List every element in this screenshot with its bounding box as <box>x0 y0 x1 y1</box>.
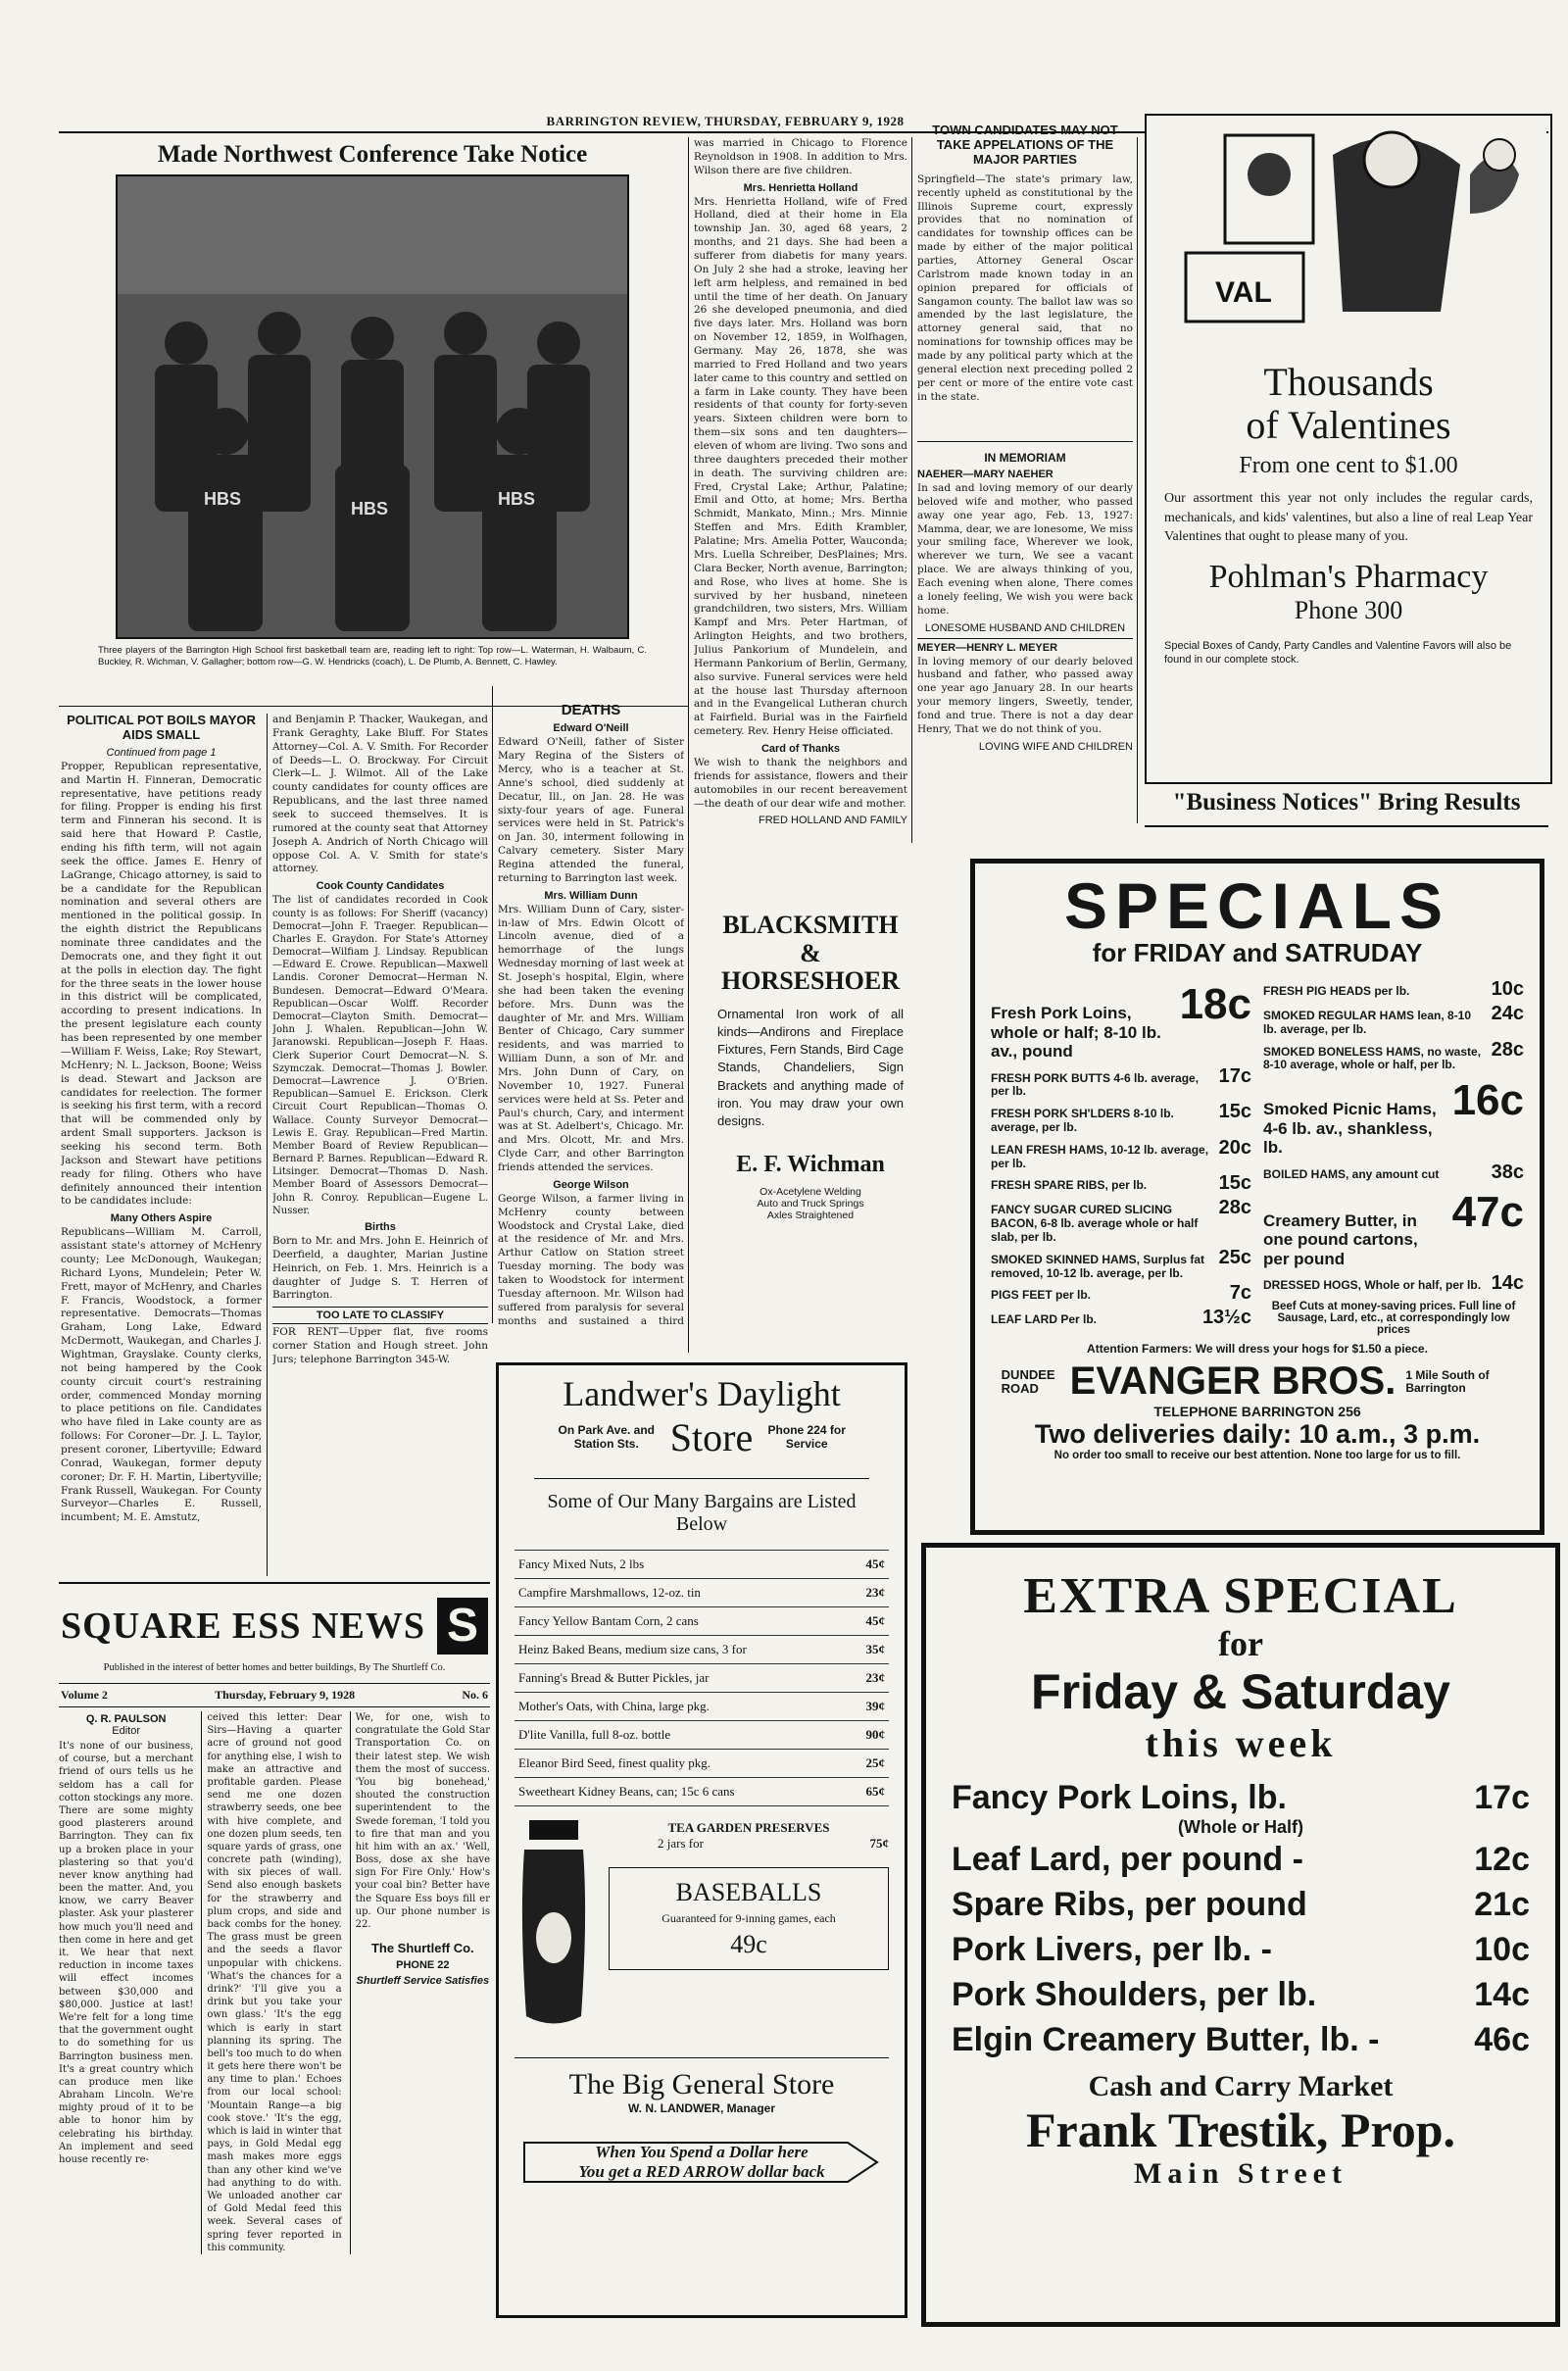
politics-col2-body: and Benjamin P. Thacker, Waukegan, and Frank Geraghty, Lake Bluff. For States Attorney—Col. A. V. Smith. For Recorder of Deeds—L. O. Brockway. For Circuit Clerk—L. J. Wilmot. All of the Lake county candidates for county offices are Republicans, and the last three named seek to succeed themselves. It is rumored at the county seat that Attorney Joseph A. Andrich of North Chicago will oppose Col. A. V. Smith for state's attorney. <box>272 714 488 875</box>
deaths-body-1: Edward O'Neill, father of Sister Mary Regina of the Sisters of Mercy, who is a teacher at St. Anne's school, died suddenly at Decatur, Ill., on Jan. 28. He was sixty-four years of age. Funeral services were held in St. Patrick's on Jan. 30, interment following in Calvary cemetery. Sister Mary Regina attended the funeral, returning to Barrington last week. <box>498 736 684 884</box>
specials-subtitle: for FRIDAY and SATRUDAY <box>1092 938 1423 967</box>
bargain-price: 45¢ <box>865 1612 885 1628</box>
photo-headline: Made Northwest Conference Take Notice <box>157 141 588 168</box>
extra-item-name: Elgin Creamery Butter, lb. - <box>952 2020 1380 2058</box>
valentine-price: From one cent to $1.00 <box>1239 453 1458 478</box>
politics-body: Propper, Republican representative, and Martin H. Finneran, Democratic representative, have petitions ready for filing. Propper is ending his first term and Finneran his second. It is said here that Howard P. Castle, ending his fifth term, will not again seek the office. James E. Henry of LaGrange, Chicago attorney, is said to be a candidate for the Republican nomination and several others are mentioned in the political gossip. In the eighth district the Republicans nominate three candidates and the Democrats one, and they fight it out at the polls in election day. The fight for the three seats in the lower house in this district will be complicated, according to present indications. In the present legislature each county has been represented by one member—William F. Weiss, Lake; Roy Stewart, McHenry; N. L. Jackson, Boone; Weiss is dead. Stewart and Jackson are candidates for reelection. The former is seeking his first term, with a record that will be commended only by ardent Small supporters. Jackson is seeking his second term. Both Jackson and Stewart have petitions ready for filing. Others who have definitely announced their intention to be candidates include: <box>61 760 262 1208</box>
special-item-price: 10c <box>1491 978 1524 1000</box>
special-item-name: FANCY SUGAR CURED SLICING BACON, 6-8 lb. average whole or half slab, per lb. <box>991 1203 1199 1245</box>
extra-item-note: (Whole or Half) <box>1178 1816 1303 1837</box>
thanks-body: We wish to thank the neighbors and friends for assistance, flowers and their automobiles in our recent bereavement—the death of our dear wife and mother. <box>694 756 907 810</box>
bargain-name: Heinz Baked Beans, medium size cans, 3 for <box>518 1641 747 1656</box>
business-notices-banner: "Business Notices" Bring Results <box>1172 789 1521 815</box>
special-item <box>1263 978 1524 1001</box>
bargain-name: Eleanor Bird Seed, finest quality pkg. <box>518 1754 711 1770</box>
baseballs-title: BASEBALLS <box>675 1877 822 1906</box>
births-body: Born to Mr. and Mrs. John E. Heinrich of Deerfield, a daughter, Marian Justine Heinrich, on Feb. 1. Mrs. Heinrich is a daughter of Judge S. T. Herren of Barrington. <box>272 1235 488 1302</box>
special-item-name: FRESH PIG HEADS per lb. <box>1263 984 1410 998</box>
square-ess-company: The Shurtleff Co. <box>370 1941 474 1956</box>
special-item-price: 14c <box>1491 1272 1524 1295</box>
landwer-title: Landwer's Daylight <box>563 1374 841 1413</box>
special-item <box>1263 1272 1524 1295</box>
bargain-row <box>514 1636 889 1664</box>
square-ess-col-3: We, for one, wish to congratulate the Gold Star Transportation Co. on their latest step. We wish them the most of success. 'You big bonehead,' shouted the construction superintendent to the Swede foreman, 'I told you to fire that man and you hit him with an ax.' 'Well, Boss, dose ax she have sign For Fire Only.' How's your coal bin? Better have the Square Ess boys fill er up. Our phone number is 22. <box>355 1712 490 1930</box>
special-item-price: 15c <box>1218 1101 1251 1123</box>
special-item-name: SMOKED BONELESS HAMS, no waste, 8-10 average, whole or half, per lb. <box>1263 1044 1482 1072</box>
extra-item <box>952 1928 1530 1973</box>
thanks-signature: FRED HOLLAND AND FAMILY <box>759 815 907 827</box>
red-arrow-slogan <box>514 2133 889 2182</box>
square-ess-title: SQUARE ESS NEWS <box>61 1605 425 1647</box>
special-item <box>1263 1161 1524 1184</box>
square-ess-volume: Volume 2 <box>61 1688 108 1702</box>
special-item-price: 28c <box>1491 1038 1524 1061</box>
deaths-headline: DEATHS <box>561 702 621 718</box>
special-item-price: 24c <box>1491 1003 1524 1024</box>
bargain-price: 23¢ <box>865 1669 885 1685</box>
bargain-row <box>514 1721 889 1750</box>
blacksmith-body: Ornamental Iron work of all kinds—Andirons and Fireplace Fixtures, Fern Stands, Bird Cage Stands, Chandeliers, Sign Brackets and anything made of iron. You may draw your own designs. <box>717 1006 904 1128</box>
memoriam-article <box>917 447 1133 819</box>
blacksmith-title-1: BLACKSMITH & <box>722 911 899 967</box>
valentine-title-1: Thousands <box>1263 360 1434 404</box>
extra-days: Friday & Saturday <box>1031 1663 1450 1719</box>
special-item-price: 16c <box>1451 1076 1524 1125</box>
extra-cash: Cash and Carry Market <box>1088 2070 1394 2103</box>
extra-item-name: Spare Ribs, per pound <box>952 1885 1307 1923</box>
special-item-price: 7c <box>1229 1282 1251 1305</box>
baseballs-desc: Guaranteed for 9-inning games, each <box>662 1910 836 1925</box>
bargain-row <box>514 1664 889 1693</box>
tea-preserves-heading: TEA GARDEN PRESERVES <box>667 1819 830 1835</box>
col-rule <box>911 137 912 843</box>
masthead: BARRINGTON REVIEW, THURSDAY, FEBRUARY 9, 1928 <box>546 114 905 128</box>
jersey-label: HBS <box>498 489 536 509</box>
special-item-name: LEAN FRESH HAMS, 10-12 lb. average, per lb. <box>991 1142 1209 1170</box>
extra-special-ad <box>921 1543 1560 2327</box>
bargain-row <box>514 1693 889 1721</box>
memoriam-body-1: In sad and loving memory of our dearly beloved wife and mother, who passed away one year ago, Feb. 13, 1927: Mamma, dear, we are lonesome, We miss your smiling face, Wherever we look, wherever we turn, We see a vacant place. We are always thinking of you, Each evening when alone, There comes a lonely feeling, We wish you were back home. <box>917 482 1133 617</box>
extra-item-price: 10c <box>1474 1930 1530 1968</box>
specials-deliveries: Two deliveries daily: 10 a.m., 3 p.m. <box>1034 1419 1481 1450</box>
special-item <box>1263 1003 1524 1037</box>
town-body: Springfield—The state's primary law, recently upheld as constitutional by the Illinois Supreme court, expressly provides that no nomination of candidates for township offices can be made by either of the major political parties, Attorney General Oscar Carlstrom made known today in an opinion prepared for officials of Sangamon county. The ballot law was so amended by the last legislature, the attorney general said, that no nominations for township offices may be made by any political party which at the general election next preceding polled 2 per cent or more of the entire vote cast in the state. <box>917 173 1133 403</box>
specials-title: SPECIALS <box>1063 869 1451 942</box>
cook-county-list: The list of candidates recorded in Cook county is as follows: For Sheriff (vacancy) Democrat—John F. Traeger. Republican—Charles E. Graydon. For State's Attorney Democrat—Wilfiam J. Lindsay. Republican—Edward E. Crowe. Republican—Maxwell Landis. Coroner Democrat—Herman N. Bundesen. Democrat—Edward O'Meara. Republican—Oscar Wolff. Recorder Democrat—Clayton Smith. Democrat—John J. Whalen. Republican—John W. Jaranowski. Republican—Joseph F. Haas. Clerk Superior Court Democrat—N. S. Szymczak. Democrat—Thomas J. Bowler. Democrat—Lawrence J. O'Brien. Republican—Samuel E. Erickson. Clerk Circuit Court Republican—Thomas O. Wallace. County Surveyor Democrat—Lewis E. Gray. Republican—Fred Martin. Member Board of Review Republican—Bernard P. Barnes. Republican—Edward R. Litsinger. Democrat—Thomas D. Nash. Member Board of Assessors Democrat—John R. Conroy. Republican—Eugene L. Nusser. <box>272 895 488 1216</box>
bargain-name: Fancy Yellow Bantam Corn, 2 cans <box>518 1612 699 1628</box>
pharmacy-phone: Phone 300 <box>1294 595 1403 624</box>
square-ess-number: No. 6 <box>462 1688 488 1702</box>
holland-lead: was married in Chicago to Florence Reynoldson in 1908. In addition to Mrs. Wilson there are five children. <box>694 137 907 176</box>
late-classify-heading: TOO LATE TO CLASSIFY <box>272 1307 488 1324</box>
extra-item-name: Fancy Pork Loins, lb. <box>952 1779 1287 1817</box>
special-item-price: 20c <box>1218 1136 1251 1159</box>
square-ess-news <box>59 1582 490 2346</box>
special-item-name: SMOKED SKINNED HAMS, Surplus fat removed, 10-12 lb. average, per lb. <box>991 1252 1205 1280</box>
deaths-article <box>498 702 684 1329</box>
square-ess-col-2: ceived this letter: Dear Sirs—Having a quarter acre of ground not good for anything else, I wish to make an attractive and profitable garden. Please send me one dozen strawberry seeds, one bee with hive complete, and one dozen plum seeds, ten square yards of grass, one concrete path (winding), with six pieces of wall. Send also enough baskets for the strawberry and plum crops, and side and back combs for the honey. The grass must be green and the seeds a flavor unpopular with chickens. 'What's the chances for a drink?' 'I'll give you a drink but you take your own glass.' 'It's the egg which is early in start planning its spring. The bell's too much to do when it gets here there won't be any time to plan.' Echoes from our local school: 'Mountain Range—a big cook stove.' 'It's the egg, which is laid in winter that pays, in Gold Medal egg mash makes more eggs than any other kind we've had anything to do with. We unloaded another car of Gold Medal feed this week. Several cases of spring fever reported in this community. <box>207 1712 342 2253</box>
extra-item-price: 46c <box>1474 2020 1530 2058</box>
holland-subhead: Mrs. Henrietta Holland <box>743 181 858 194</box>
special-item-price: 28c <box>1218 1197 1251 1219</box>
jersey-label: HBS <box>204 489 242 509</box>
special-item-price: 47c <box>1451 1187 1524 1236</box>
special-item-price: 15c <box>1218 1172 1251 1195</box>
tea-preserves-qty: 2 jars for <box>658 1835 704 1851</box>
extra-item-name: Leaf Lard, per pound - <box>952 1840 1303 1878</box>
special-item-price: 38c <box>1491 1161 1524 1183</box>
bargain-price: 25¢ <box>865 1754 885 1770</box>
blacksmith-tag-1: Ox-Acetylene Welding <box>760 1186 861 1199</box>
politics-continued-column <box>272 714 488 1576</box>
extra-for: for <box>1218 1624 1263 1663</box>
special-item-name: FRESH SPARE RIBS, per lb. <box>991 1178 1148 1193</box>
special-item <box>991 1197 1251 1244</box>
bargain-row <box>514 1750 889 1778</box>
bargain-name: Sweetheart Kidney Beans, can; 15c 6 cans <box>518 1783 735 1799</box>
special-item-name: Smoked Picnic Hams, 4-6 lb. av., shankless, lb. <box>1263 1100 1437 1158</box>
blacksmith-tag-3: Axles Straightened <box>766 1210 855 1222</box>
specials-ad <box>970 859 1544 1535</box>
special-item-name: FRESH PORK SH'LDERS 8-10 lb. average, per lb. <box>991 1107 1174 1135</box>
extra-item-price: 21c <box>1474 1885 1530 1923</box>
slogan-line-2: You get a RED ARROW dollar back <box>578 2161 825 2181</box>
specials-farmers: Attention Farmers: We will dress your hogs for $1.50 a piece. <box>1087 1342 1428 1357</box>
politics-continued: Continued from page 1 <box>106 746 217 759</box>
deaths-subhead-3: George Wilson <box>553 1178 629 1191</box>
special-item-name: Creamery Butter, in one pound cartons, per pound <box>1263 1210 1418 1268</box>
special-item-name: PIGS FEET per lb. <box>991 1288 1092 1303</box>
team-photo <box>116 174 629 639</box>
bargain-price: 23¢ <box>865 1584 885 1600</box>
square-ess-tag: Published in the interest of better homes and better buildings, By The Shurtleff Co. <box>103 1662 446 1673</box>
memoriam-subhead-1: NAEHER—MARY NAEHER <box>917 469 1054 480</box>
town-headline: TOWN CANDIDATES MAY NOT TAKE APPELATIONS OF THE MAJOR PARTIES <box>932 123 1118 167</box>
extra-item-price: 14c <box>1474 1975 1530 2013</box>
square-ess-col-1: It's none of our business, of course, but a merchant friend of ours tells us he seldom has a call for cotton stockings any more. There are some mighty good plasterers around Barrington. They can fix up a broken place in your plastering so that you'd never know anything had been the matter. And, you know, we carry Beaver plaster. Ask your plasterer how much you'll need and then come in here and get it. We hear that next reduction in income taxes will effect incomes between $30,000 and $80,000. Justice at last! We're felt for a long time that the government ought to do something for us Barrington business men. It's a great country which can produce men like Abraham Lincoln. We're mighty proud of it to be able to honor him by celebrating his birthday. An implement and seed house recently re- <box>59 1741 194 2165</box>
special-item <box>991 980 1251 1062</box>
extra-item <box>952 2018 1530 2063</box>
landwer-phone: Phone 224 for Service <box>767 1423 846 1452</box>
special-item-price: 13½c <box>1201 1307 1251 1329</box>
special-item <box>991 1137 1251 1171</box>
bargain-name: Fanning's Bread & Butter Pickles, jar <box>518 1669 710 1685</box>
extra-item-name: Pork Shoulders, per lb. <box>952 1975 1317 2013</box>
col-rule <box>1137 137 1138 823</box>
memoriam-subhead-2: MEYER—HENRY L. MEYER <box>917 638 1133 654</box>
bargain-row <box>514 1778 889 1806</box>
politics-body-2: Republicans—William M. Carroll, assistant state's attorney of McHenry county; Lee McDonough, Waukegan; Richard Lyons, Mundelein; Peter W. Frett, mayor of McHenry, and Charles F. Francis, Woodstock, a former representative. Democrats—Thomas Graham, Long Lake, Edward McDermott, Waukegan, and Charles J. Wightman, Grayslake. County clerks, not being hampered by the Cook county circuit court's restraining order, commenced Monday morning to place petitions on file. Candidates who have filed in Lake county are as follows: For Coroner—Dr. J. L. Taylor, present coroner, Libertyville; Edward Conrad, Waukegan, former deputy coroner; Dr. F. H. Martin, Libertyville; Frank Russell, Waukegan. For County Surveyor—Charles E. Russell, incumbent; M. E. Amstutz, <box>61 1226 262 1524</box>
specials-store-name: EVANGER BROS. <box>1069 1359 1396 1404</box>
special-item-name: Fresh Pork Loins, whole or half; 8-10 lb. av., pound <box>991 1004 1161 1062</box>
special-item-price: 17c <box>1218 1064 1251 1087</box>
special-item <box>991 1247 1251 1281</box>
blacksmith-tag-2: Auto and Truck Springs <box>757 1198 864 1210</box>
baseballs-price: 49c <box>730 1929 767 1958</box>
extra-item <box>952 1838 1530 1883</box>
extra-title: EXTRA SPECIAL <box>1023 1568 1458 1624</box>
holland-article <box>694 137 907 902</box>
preserves-jar-illustration <box>514 1820 593 2036</box>
team-photo-image <box>118 176 627 637</box>
special-item <box>991 1101 1251 1135</box>
town-article <box>917 123 1133 437</box>
special-item-name: FRESH PORK BUTTS 4-6 lb. average, per lb. <box>991 1070 1200 1099</box>
jersey-label: HBS <box>351 499 389 519</box>
specials-right-column <box>1263 976 1524 1336</box>
special-item-price: 25c <box>1218 1246 1251 1268</box>
valentine-title-2: of Valentines <box>1246 403 1451 447</box>
col-rule <box>267 714 268 1576</box>
col-rule <box>492 686 493 1323</box>
deaths-subhead-2: Mrs. William Dunn <box>544 889 638 902</box>
valentine-note: Special Boxes of Candy, Party Candles and Valentine Favors will also be found in our complete stock. <box>1164 639 1512 667</box>
births-heading: Births <box>365 1221 396 1233</box>
slogan-line-1: When You Spend a Dollar here <box>595 2142 808 2161</box>
cupid-illustration <box>1147 116 1546 361</box>
specials-left-column <box>991 976 1251 1336</box>
square-ess-date: Thursday, February 9, 1928 <box>215 1688 356 1702</box>
bargain-price: 39¢ <box>865 1698 885 1713</box>
baseballs-box <box>609 1867 889 1970</box>
bargain-price: 90¢ <box>865 1726 885 1742</box>
specials-telephone: TELEPHONE BARRINGTON 256 <box>1153 1404 1361 1420</box>
section-rule <box>1145 825 1548 827</box>
thanks-heading: Card of Thanks <box>760 742 841 755</box>
landwer-subtitle: Some of Our Many Bargains are Listed Below <box>534 1478 869 1536</box>
bargain-name: D'lite Vanilla, full 8-oz. bottle <box>518 1726 671 1742</box>
bargain-row <box>514 1607 889 1636</box>
beef-note: Beef Cuts at money-saving prices. Full line of Sausage, Lard, etc., at correspondingly low prices <box>1271 1301 1516 1337</box>
pharmacy-name: Pohlman's Pharmacy <box>1208 558 1489 595</box>
valentine-sign: VAL <box>1215 276 1272 309</box>
extra-owner: Frank Trestik, Prop. <box>1025 2102 1455 2158</box>
special-item-name: DRESSED HOGS, Whole or half, per lb. <box>1263 1278 1482 1293</box>
specials-location: 1 Mile South of Barrington <box>1405 1367 1490 1395</box>
square-ess-company-phone: PHONE 22 <box>396 1959 450 1972</box>
bargain-row <box>514 1579 889 1607</box>
landwer-store: Store <box>669 1414 754 1459</box>
tea-preserves-price: 75¢ <box>869 1835 889 1851</box>
politics-article <box>61 714 262 1576</box>
bargain-price: 45¢ <box>865 1556 885 1571</box>
special-item-name: LEAF LARD Per lb. <box>991 1312 1098 1327</box>
extra-item <box>952 1883 1530 1928</box>
memoriam-body-2: In loving memory of our dearly beloved husband and father, who passed away one year ago January 28. In our hearts your memory lingers, Sweetly, tender, fond and true. There is not a day dear Henry, That we do not think of you. <box>917 655 1133 735</box>
deaths-body-3: George Wilson, a farmer living in McHenry county between Woodstock and Crystal Lake, died at the residence of Mr. and Mrs. Arthur Catlow on Station street Tuesday morning. The body was taken to Woodstock for interment Tuesday afternoon. Mr. Wilson had suffered from paralysis for several months and sustained a third <box>498 1192 684 1327</box>
blacksmith-name: E. F. Wichman <box>736 1152 885 1178</box>
extra-item <box>952 1776 1530 1821</box>
blacksmith-ad <box>717 912 904 1323</box>
landwer-address: On Park Ave. and Station Sts. <box>558 1423 656 1452</box>
section-rule <box>917 441 1133 442</box>
landwer-ad <box>496 1362 907 2318</box>
memoriam-signature-2: LOVING WIFE AND CHILDREN <box>978 740 1133 753</box>
square-ess-editor-title: Editor <box>112 1725 141 1737</box>
extra-items <box>952 1776 1530 2062</box>
specials-road: DUNDEE ROAD <box>1001 1366 1055 1396</box>
square-ess-logo: S <box>437 1598 488 1655</box>
late-classify-body: FOR RENT—Upper flat, five rooms corner Station and Hough street. John Jurs; telephone Barrington 345-W. <box>272 1326 488 1366</box>
extra-item <box>952 1973 1530 2018</box>
special-item <box>991 1282 1251 1305</box>
extra-street: Main Street <box>1134 2157 1348 2191</box>
valentine-body: Our assortment this year not only includes the regular cards, mechanicals, and kids' valentines, but also a line of real Leap Year Valentines that ought to please many of you. <box>1164 491 1533 545</box>
bargain-price: 35¢ <box>865 1641 885 1656</box>
special-item <box>1263 1188 1524 1269</box>
bargain-name: Fancy Mixed Nuts, 2 lbs <box>518 1556 645 1571</box>
valentine-ad <box>1145 114 1552 784</box>
special-item-price: 18c <box>1179 980 1251 1028</box>
blacksmith-title-2: HORSESHOER <box>720 966 901 996</box>
special-item-name: SMOKED REGULAR HAMS lean, 8-10 lb. average, per lb. <box>1263 1009 1472 1036</box>
landwer-bargain-list <box>514 1550 889 1806</box>
special-item <box>1263 1039 1524 1073</box>
special-item-name: BOILED HAMS, any amount cut <box>1263 1166 1440 1181</box>
big-general-store: The Big General Store <box>514 2057 889 2101</box>
col-rule <box>688 137 689 1353</box>
bargain-name: Campfire Marshmallows, 12-oz. tin <box>518 1584 701 1600</box>
extra-week: this week <box>1145 1721 1337 1766</box>
special-item <box>991 1307 1251 1329</box>
memoriam-headline: IN MEMORIAM <box>984 451 1066 465</box>
bargain-price: 65¢ <box>865 1783 885 1799</box>
holland-body: Mrs. Henrietta Holland, wife of Fred Holland, died at their home in Ela township Jan. 30, aged 68 years, 2 months, and 21 days. She had been a sufferer from diabetis for many years. On July 2 she had a stroke, leaving her left arm helpless, and remained in bed until the time of her death. On January 26 she developed pneumonia, and died five days later. Mrs. Holland was born on November 12, 1859, in Wolfhagen, Germany. May 26, 1878, she was married to Fred Holland and two years later came to this country and settled on a farm in Lake county. They have been residents of that county for forty-seven years. Sixteen children were born to them—six sons and ten daughters—eleven of whom are living. Two sons and three daughters preceded their mother in death. The surviving children are: Fred, Crystal Lake; Arthur, Palatine; Emil and Otto, at home; Mrs. Bertha Schmidt, Mankato, Minn.; Mrs. Minnie Steffen and Mrs. Edith Krambler, Palatine; Mrs. Amelia Potter, Wauconda; Mrs. Luella Schreiber, DesPlaines; Mrs. Clara Becker, North avenue, Barrington; and Rose, who lives at home. She is survived by her husband, nineteen grandchildren, two sisters, Mrs. William Kampf and Mrs. Peter Hartman, of Arlington Heights, and two brothers, Julius Pankorium of Mundelein, and Hermann Pankorium of Berlin, Germany, also survive. Funeral services were held at the house last Thursday afternoon and in the Evangelical Lutheran church at Fairfield. Burial was in the Fairfield cemetery. Rev. Henry Heise officiated. <box>694 195 907 738</box>
special-item <box>1263 1076 1524 1158</box>
special-item <box>991 1172 1251 1195</box>
deaths-body-2: Mrs. William Dunn of Cary, sister-in-law of Mrs. Edwin Olcott of Lincoln avenue, died of a hemorrhage of the lungs Wednesday morning of last week at St. Joseph's hospital, Elgin, where she had been taken the evening before. Mrs. Dunn was the daughter of Mr. and Mrs. William Benter of Chicago, Cary summer residents, and was married to William Dunn, a son of Mr. and Mrs. John Dunn of Cary, on November 10, 1927. Funeral services were held at Ss. Peter and Paul's church, Cary, and interment was at St. Adelbert's, Chicago. Mr. and Mrs. Olcott, Mr. and Mrs. Clyde Carr, and other Barrington friends attended the services. <box>498 903 684 1174</box>
landwer-manager: W. N. LANDWER, Manager <box>627 2100 775 2115</box>
extra-item-price: 12c <box>1474 1840 1530 1878</box>
politics-headline: POLITICAL POT BOILS MAYOR AIDS SMALL <box>67 714 256 742</box>
photo-caption: Three players of the Barrington High School first basketball team are, reading left to right: Top row—L. Waterman, H. Walbaum, C. Buckley, R. Wichman, V. Gallagher; bottom row—G. W. Hendricks (coach), L. De Plumb, A. Bennett, C. Hawley. <box>98 645 647 667</box>
square-ess-company-tag: Shurtleff Service Satisfies <box>356 1975 490 1988</box>
deaths-subhead-1: Edward O'Neill <box>553 722 629 735</box>
bargain-row <box>514 1551 889 1579</box>
extra-item-price: 17c <box>1474 1779 1530 1817</box>
special-item <box>991 1065 1251 1100</box>
cook-county-subhead: Cook County Candidates <box>316 880 445 893</box>
square-ess-editor: Q. R. PAULSON <box>85 1713 167 1725</box>
specials-footer: No order too small to receive our best attention. None too large for us to fill. <box>1054 1450 1461 1462</box>
photo-story <box>59 137 686 668</box>
extra-item-name: Pork Livers, per lb. - <box>952 1930 1272 1968</box>
memoriam-signature-1: LONESOME HUSBAND AND CHILDREN <box>924 621 1126 634</box>
politics-subhead: Many Others Aspire <box>110 1212 213 1225</box>
bargain-name: Mother's Oats, with China, large pkg. <box>518 1698 710 1713</box>
